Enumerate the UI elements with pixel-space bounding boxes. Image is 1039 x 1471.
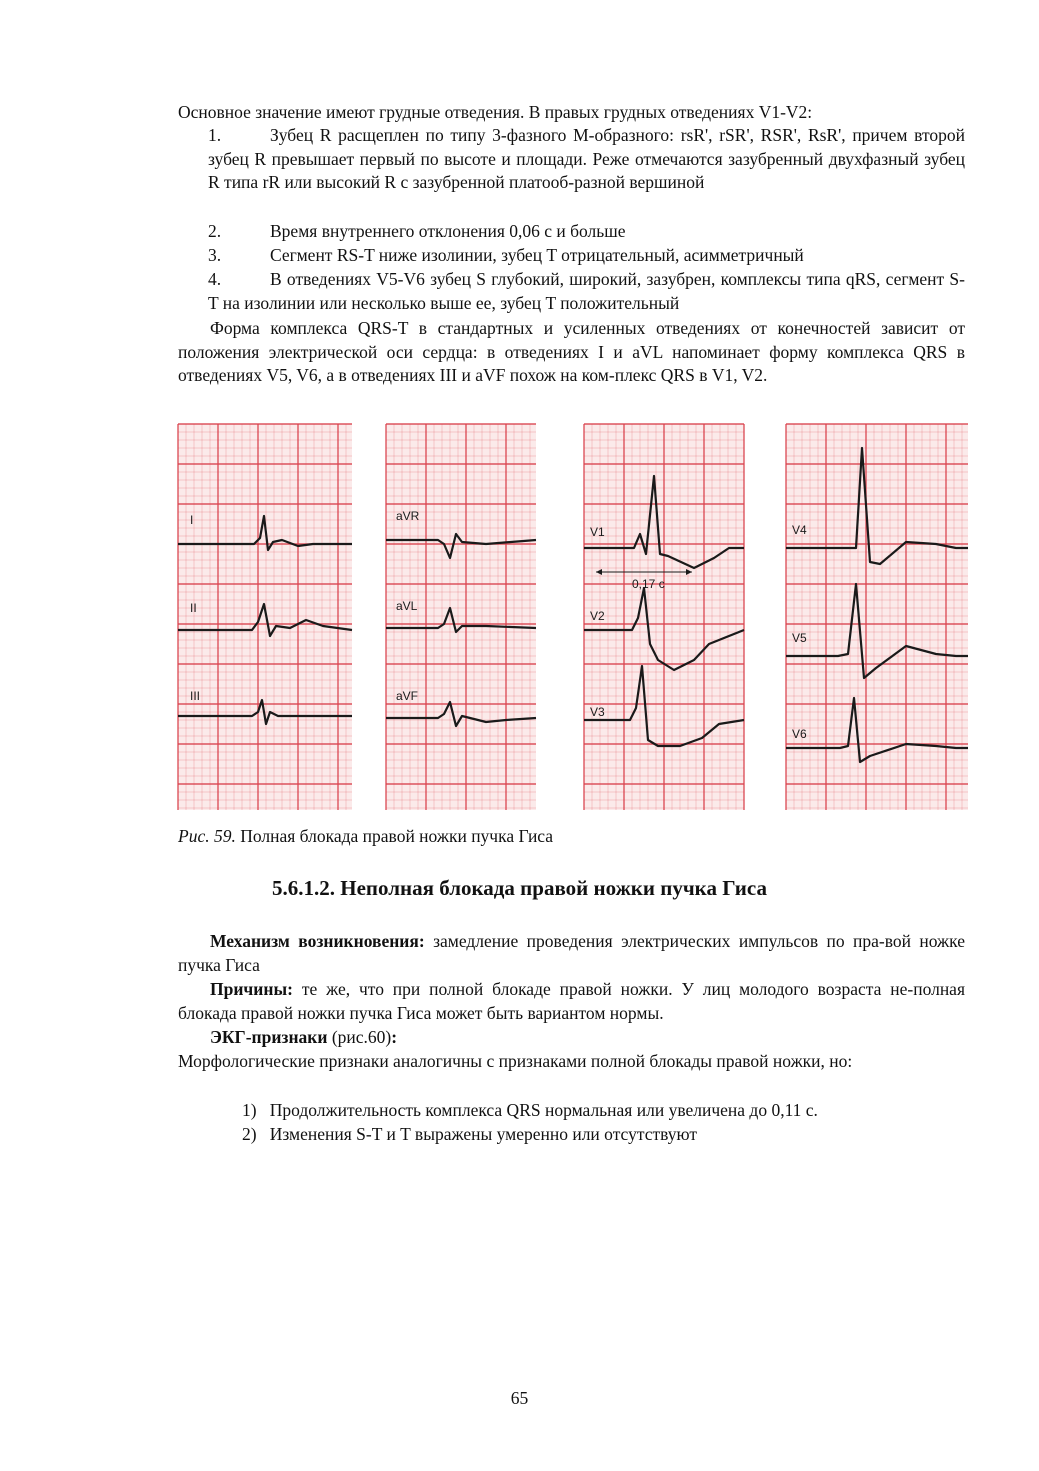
lead-label-avf: aVF bbox=[396, 689, 419, 703]
arrow-left-icon bbox=[596, 569, 602, 575]
causes-paragraph bbox=[178, 978, 965, 1025]
signs-item-2 bbox=[242, 1123, 697, 1147]
causes-label: Причины: bbox=[210, 979, 293, 999]
signs-text: Изменения S-T и T выражены умеренно или отсутствуют bbox=[269, 1124, 698, 1144]
list-number: 1. bbox=[208, 125, 222, 145]
ecg-signs-ref: (рис.60) bbox=[327, 1027, 392, 1047]
ecg-trace-lead-avr bbox=[386, 534, 536, 558]
ecg-trace-lead-i bbox=[178, 516, 352, 550]
morph-paragraph: Морфологические признаки аналогичны с признаками полной блокады правой ножки, но: bbox=[178, 1051, 853, 1071]
ecg-trace-lead-avf bbox=[386, 702, 536, 726]
lead-label-v3: V3 bbox=[590, 705, 605, 719]
lead-label-avr: aVR bbox=[396, 509, 420, 523]
list-text: Зубец R расщеплен по типу 3-фазного М-образного: rsR', rSR', RSR', RsR', причем второй зубец R превышает первый по высоте и площади. Реже отмечаются зазубренный двухфазный зубец R типа rR или высокий R с зазубренной платооб-разной вершиной bbox=[208, 125, 965, 192]
lead-label-avl: aVL bbox=[396, 599, 418, 613]
list-item-2 bbox=[208, 220, 965, 244]
caption-prefix: Рис. 59. bbox=[178, 826, 236, 846]
causes-text: те же, что при полной блокаде правой ножки. У лиц молодого возраста не-полная блокада правой ножки пучка Гиса может быть вариантом нормы. bbox=[178, 979, 965, 1023]
arrow-right-icon bbox=[686, 569, 692, 575]
lead-label-v6: V6 bbox=[792, 727, 807, 741]
lead-label-v2: V2 bbox=[590, 609, 605, 623]
list-item-4 bbox=[208, 268, 965, 315]
list-number: 3. bbox=[208, 245, 222, 265]
list-item-1 bbox=[208, 124, 965, 195]
figure-caption bbox=[178, 826, 553, 847]
lead-label-v5: V5 bbox=[792, 631, 807, 645]
page-number: 65 bbox=[510, 1388, 529, 1408]
caption-text: Полная блокада правой ножки пучка Гиса bbox=[235, 826, 554, 846]
signs-item-1 bbox=[242, 1099, 818, 1123]
mechanism-text: замедление проведения электрических импульсов по пра-вой ножке пучка Гиса bbox=[178, 931, 965, 975]
list-item-3 bbox=[208, 244, 965, 268]
lead-label-ii: II bbox=[190, 601, 197, 615]
ecg-signs-label: ЭКГ-признаки bbox=[210, 1027, 328, 1047]
ecg-trace-lead-v4 bbox=[786, 448, 968, 564]
lead-label-v4: V4 bbox=[792, 523, 807, 537]
lead-label-v1: V1 bbox=[590, 525, 605, 539]
mechanism-label: Механизм возникновения: bbox=[210, 931, 425, 951]
signs-number: 2) bbox=[242, 1124, 257, 1144]
ecg-signs-colon: : bbox=[391, 1027, 398, 1047]
ecg-traces bbox=[172, 420, 972, 810]
mechanism-paragraph bbox=[178, 930, 965, 977]
list-text: Сегмент RS-T ниже изолинии, зубец T отрицательный, асимметричный bbox=[270, 245, 804, 265]
interval-label: 0,17 c bbox=[632, 577, 665, 591]
ecg-trace-lead-ii bbox=[178, 604, 352, 636]
intro-paragraph: Основное значение имеют грудные отведения. В правых грудных отведениях V1-V2: bbox=[178, 102, 813, 122]
signs-number: 1) bbox=[242, 1100, 257, 1120]
ecg-trace-lead-v6 bbox=[786, 698, 968, 762]
list-number: 2. bbox=[208, 221, 222, 241]
signs-text: Продолжительность комплекса QRS нормальная или увеличена до 0,11 с. bbox=[269, 1100, 818, 1120]
list-number: 4. bbox=[208, 269, 222, 289]
list-text: В отведениях V5-V6 зубец S глубокий, широкий, зазубрен, комплексы типа qRS, сегмент S-T на изолинии или несколько выше ее, зубец T положительный bbox=[208, 269, 965, 313]
lead-label-iii: III bbox=[190, 689, 201, 703]
qrs-paragraph: Форма комплекса QRS-T в стандартных и усиленных отведениях от конечностей зависит от положения электрической оси сердца: в отведениях I и aVL напоминает форму комплекса QRS в отведениях V5, V6, а в отведениях III и aVF похож на ком-плекс QRS в V1, V2. bbox=[178, 318, 965, 385]
lead-label-i: I bbox=[190, 513, 194, 527]
ecg-figure bbox=[172, 420, 972, 810]
list-text: Время внутреннего отклонения 0,06 с и больше bbox=[270, 221, 626, 241]
section-heading: 5.6.1.2. Неполная блокада правой ножки пучка Гиса bbox=[272, 876, 767, 900]
ecg-signs-heading bbox=[178, 1026, 965, 1050]
